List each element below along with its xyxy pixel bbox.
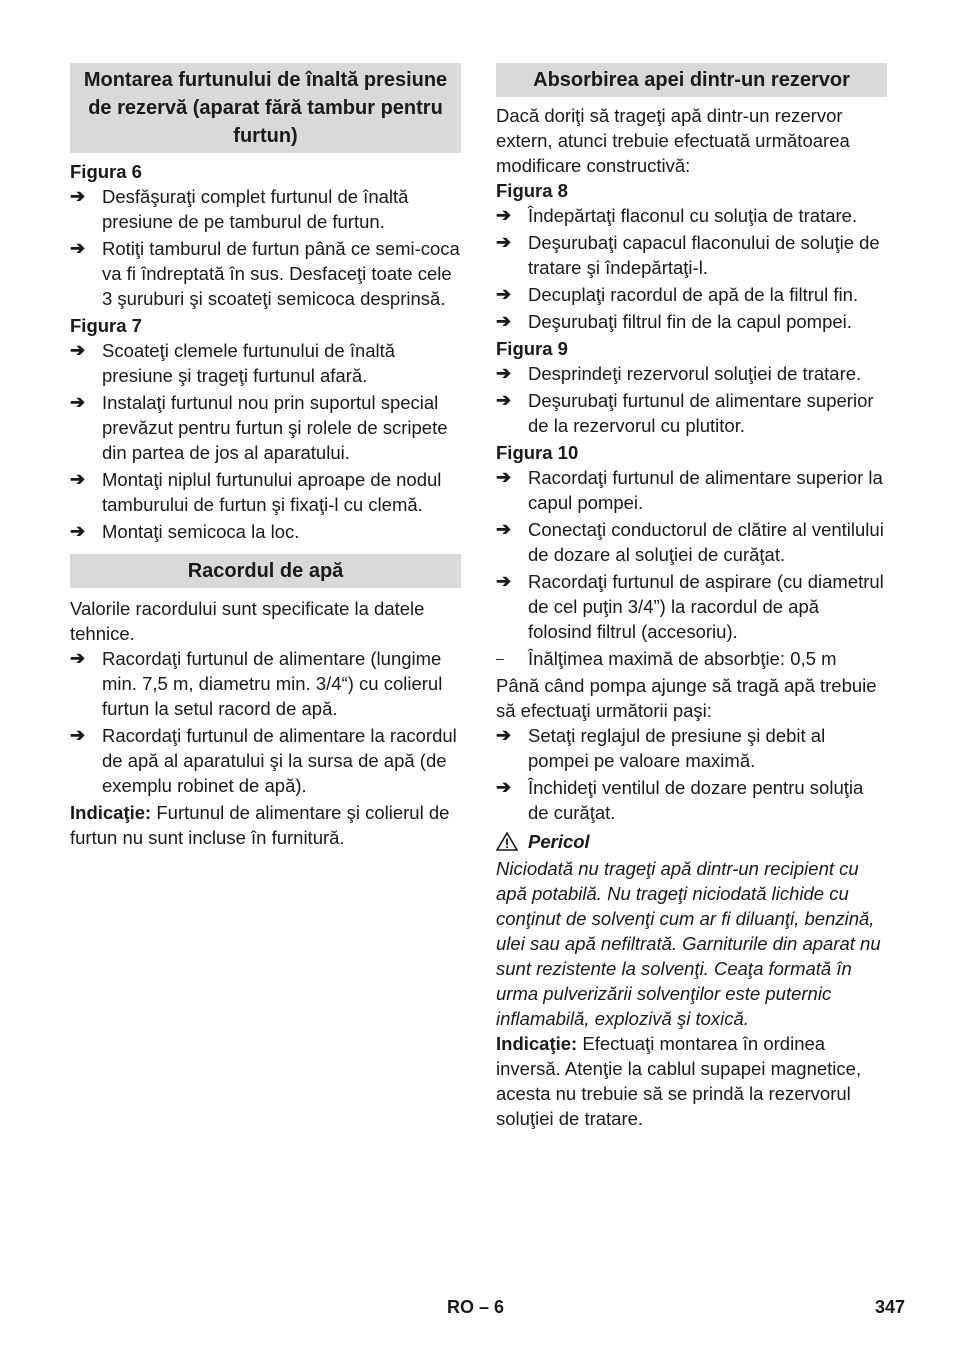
arrow-right-icon: ➔ bbox=[70, 648, 86, 668]
arrow-right-icon: ➔ bbox=[496, 232, 512, 252]
figure-label: Figura 7 bbox=[70, 315, 142, 336]
note-paragraph bbox=[70, 800, 461, 850]
danger-text: Niciodată nu trageţi apă dintr-un recipient cu apă potabilă. Nu trageţi niciodată lichide cu conţinut de solvenţi cum ar fi diluanţi, benzină, ulei sau apă nefiltrată. Garniturile din aparat nu sunt rezistente la solvenţi. Ceaţa formată în urma pulverizării solvenţilor este puternic inflamabilă, explozivă şi toxică. bbox=[496, 858, 881, 1029]
step-item: ➔ Îndepărtaţi flaconul cu soluţia de tratare. bbox=[496, 205, 858, 226]
arrow-right-icon: ➔ bbox=[496, 284, 512, 304]
arrow-right-icon: ➔ bbox=[496, 363, 512, 383]
arrow-right-icon: ➔ bbox=[496, 571, 512, 591]
arrow-right-icon: ➔ bbox=[496, 777, 512, 797]
figure-label: Figura 9 bbox=[496, 338, 568, 359]
step-item: ➔ Montaţi semicoca la loc. bbox=[70, 521, 300, 542]
paragraph: Valorile racordului sunt specificate la datele tehnice. bbox=[70, 598, 425, 644]
right-column bbox=[496, 63, 887, 1131]
arrow-right-icon: ➔ bbox=[70, 521, 86, 541]
paragraph: Până când pompa ajunge să tragă apă trebuie să efectuaţi următorii paşi: bbox=[496, 675, 877, 721]
figure-label: Figura 6 bbox=[70, 161, 142, 182]
step-item: ➔ Racordaţi furtunul de alimentare la racordul de apă al aparatului şi la sursa de apă (de exemplu robinet de apă). bbox=[70, 725, 457, 796]
arrow-right-icon: ➔ bbox=[70, 469, 86, 489]
step-item: ➔ Racordaţi furtunul de aspirare (cu diametrul de cel puţin 3/4”) la racordul de apă folosind filtrul (accesoriu). bbox=[496, 571, 884, 642]
step-item: ➔ Decuplaţi racordul de apă de la filtrul fin. bbox=[496, 284, 859, 305]
step-item: ➔ Desprindeţi rezervorul soluţiei de tratare. bbox=[496, 363, 862, 384]
note-text: Efectuaţi montarea în ordinea inversă. Atenţie la cablul supapei magnetice, acesta nu trebuie să se prindă la rezervorul soluţiei de tratare. bbox=[496, 1033, 862, 1129]
note-label: Indicaţie: bbox=[496, 1033, 578, 1054]
step-item: ➔ Închideţi ventilul de dozare pentru soluţia de curăţat. bbox=[496, 777, 864, 823]
warning-triangle-icon bbox=[496, 832, 518, 851]
step-item: ➔ Deşurubaţi capacul flaconului de soluţie de tratare şi îndepărtaţi-l. bbox=[496, 232, 880, 278]
step-item: ➔ Deşurubaţi furtunul de alimentare superior de la rezervorul cu plutitor. bbox=[496, 390, 874, 436]
arrow-right-icon: ➔ bbox=[70, 392, 86, 412]
dash-item: – Înălţimea maximă de absorbţie: 0,5 m bbox=[496, 648, 837, 669]
arrow-right-icon: ➔ bbox=[496, 390, 512, 410]
step-item: ➔ Deşurubaţi filtrul fin de la capul pompei. bbox=[496, 311, 852, 332]
arrow-right-icon: ➔ bbox=[496, 725, 512, 745]
arrow-right-icon: ➔ bbox=[70, 340, 86, 360]
note-text: Furtunul de alimentare şi colierul de furtun nu sunt incluse în furnitură. bbox=[70, 802, 450, 848]
danger-heading bbox=[496, 829, 887, 854]
note-label: Indicaţie: bbox=[70, 802, 152, 823]
arrow-right-icon: ➔ bbox=[70, 238, 86, 258]
left-column bbox=[70, 63, 461, 850]
arrow-right-icon: ➔ bbox=[70, 186, 86, 206]
step-item: ➔ Rotiţi tamburul de furtun până ce semi-coca va fi îndreptată în sus. Desfaceţi toate cele 3 şuruburi şi scoateţi semicoca desprinsă. bbox=[70, 238, 460, 309]
figure-label: Figura 8 bbox=[496, 180, 568, 201]
step-item: ➔ Desfăşuraţi complet furtunul de înaltă presiune de pe tamburul de furtun. bbox=[70, 186, 409, 232]
section-page-number: RO – 6 bbox=[447, 1297, 505, 1317]
step-item: ➔ Instalaţi furtunul nou prin suportul special prevăzut pentru furtun şi rolele de scripete din partea de jos al aparatului. bbox=[70, 392, 448, 463]
step-item: ➔ Scoateţi clemele furtunului de înaltă presiune şi trageţi furtunul afară. bbox=[70, 340, 396, 386]
section-heading-tank-suction: Absorbirea apei dintr-un rezervor bbox=[496, 63, 887, 97]
arrow-right-icon: ➔ bbox=[70, 725, 86, 745]
step-item: ➔ Montaţi niplul furtunului aproape de nodul tamburului de furtun şi fixaţi-l cu clemă. bbox=[70, 469, 442, 515]
arrow-right-icon: ➔ bbox=[496, 519, 512, 539]
step-item: ➔ Conectaţi conductorul de clătire al ventilului de dozare al soluţiei de curăţat. bbox=[496, 519, 884, 565]
figure-label: Figura 10 bbox=[496, 442, 579, 463]
step-item: ➔ Setaţi reglajul de presiune şi debit al pompei pe valoare maximă. bbox=[496, 725, 826, 771]
arrow-right-icon: ➔ bbox=[496, 205, 512, 225]
note-paragraph bbox=[496, 1031, 887, 1131]
danger-label: Pericol bbox=[528, 831, 590, 852]
arrow-right-icon: ➔ bbox=[496, 311, 512, 331]
section-heading-spare-hose: Montarea furtunului de înaltă presiune de rezervă (aparat fără tambur pentru furtun) bbox=[70, 63, 461, 153]
section-heading-water-connection: Racordul de apă bbox=[70, 554, 461, 588]
step-item: ➔ Racordaţi furtunul de alimentare superior la capul pompei. bbox=[496, 467, 883, 513]
dash-icon: – bbox=[496, 650, 504, 666]
step-item: ➔ Racordaţi furtunul de alimentare (lungime min. 7,5 m, diametru min. 3/4“) cu colierul furtun la setul racord de apă. bbox=[70, 648, 443, 719]
page-number: 347 bbox=[875, 1297, 906, 1317]
arrow-right-icon: ➔ bbox=[496, 467, 512, 487]
paragraph: Dacă doriţi să trageţi apă dintr-un rezervor extern, atunci trebuie efectuată următoarea modificare constructivă: bbox=[496, 105, 850, 176]
